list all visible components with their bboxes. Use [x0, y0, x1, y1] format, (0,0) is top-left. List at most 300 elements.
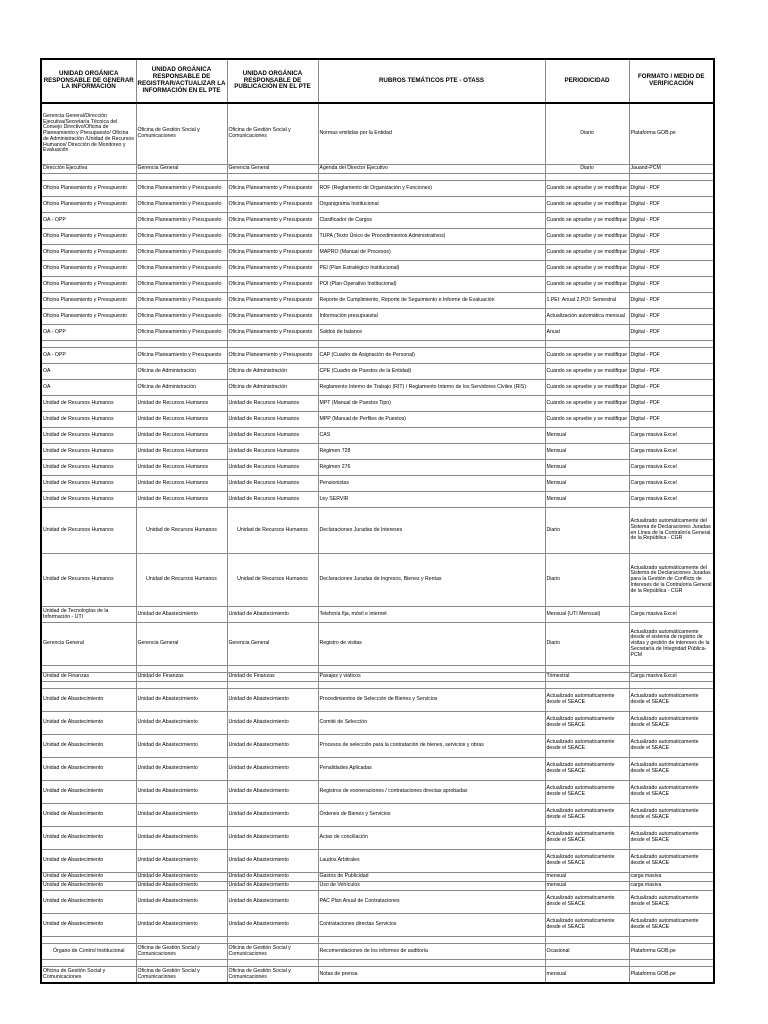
registering-unit-cell: Oficina Planeamiento y Presupuesto — [136, 277, 227, 293]
format-cell: carga masiva — [629, 873, 714, 882]
thematic-item-cell: Actas de conciliación — [318, 827, 545, 850]
thematic-item-cell: CAP (Cuadro de Asignación de Personal) — [318, 348, 545, 364]
publishing-unit-cell: Unidad de Recursos Humanos — [227, 554, 318, 607]
table-body — [41, 59, 714, 983]
table-row — [41, 396, 714, 412]
publishing-unit-cell: Unidad de Recursos Humanos — [227, 508, 318, 554]
spacer-cell — [629, 682, 714, 689]
table-row — [41, 444, 714, 460]
table-row — [41, 689, 714, 712]
spacer-cell — [227, 666, 318, 673]
thematic-item-cell: Pasajes y viáticos — [318, 673, 545, 682]
registering-unit-cell: Unidad de Recursos Humanos — [136, 508, 227, 554]
table-row — [41, 277, 714, 293]
periodicity-cell: Actualizado automaticamente desde el SEACE — [545, 827, 629, 850]
format-cell: Plataforma GOB.pe — [629, 103, 714, 165]
table-row — [41, 325, 714, 341]
periodicity-cell: Cuando se apruebe y se modifique — [545, 348, 629, 364]
registering-unit-cell: Unidad de Abastecimiento — [136, 850, 227, 873]
header-thematic-items: RUBROS TEMÁTICOS PTE - OTASS — [318, 59, 545, 103]
generating-unit-cell: Unidad de Abastecimiento — [41, 735, 136, 758]
publishing-unit-cell: Unidad de Abastecimiento — [227, 712, 318, 735]
generating-unit-cell: Unidad de Abastecimiento — [41, 758, 136, 781]
periodicity-cell: Diario — [545, 623, 629, 666]
generating-unit-cell: Oficina de Gestión Social y Comunicaciones — [41, 967, 136, 984]
table-row — [41, 245, 714, 261]
table-row — [41, 673, 714, 682]
periodicity-cell: Cuando se apruebe y se modifique — [545, 396, 629, 412]
spacer-cell — [545, 682, 629, 689]
generating-unit-cell: OA — [41, 380, 136, 396]
thematic-item-cell: Órdenes de Bienes y Servicios — [318, 804, 545, 827]
table-row — [41, 293, 714, 309]
format-cell: Digital - PDF — [629, 412, 714, 428]
table-row — [41, 460, 714, 476]
publishing-unit-cell: Unidad de Abastecimiento — [227, 873, 318, 882]
thematic-item-cell: CAS — [318, 428, 545, 444]
thematic-item-cell: Agenda del Director Ejecutivo — [318, 165, 545, 174]
periodicity-cell: 1.PEI: Anual 2.POI: Semestral — [545, 293, 629, 309]
generating-unit-cell: Oficina Planeamiento y Presupuesto — [41, 309, 136, 325]
thematic-item-cell: POI (Plan Operativo Institucional) — [318, 277, 545, 293]
spacer-row — [41, 666, 714, 673]
spacer-cell — [545, 666, 629, 673]
publishing-unit-cell: Unidad de Recursos Humanos — [227, 428, 318, 444]
thematic-item-cell: Laudos Arbitrales — [318, 850, 545, 873]
periodicity-cell: Cuando se apruebe y se modifique — [545, 197, 629, 213]
spacer-cell — [545, 174, 629, 181]
publishing-unit-cell: Oficina Planeamiento y Presupuesto — [227, 213, 318, 229]
table-row — [41, 181, 714, 197]
spacer-cell — [545, 960, 629, 967]
registering-unit-cell: Unidad de Abastecimiento — [136, 891, 227, 914]
registering-unit-cell: Unidad de Abastecimiento — [136, 607, 227, 623]
spacer-cell — [318, 960, 545, 967]
publishing-unit-cell: Oficina Planeamiento y Presupuesto — [227, 277, 318, 293]
format-cell: Digital - PDF — [629, 309, 714, 325]
format-cell: Carga masiva Excel — [629, 607, 714, 623]
periodicity-cell: Actualizado automaticamente desde el SEACE — [545, 781, 629, 804]
table-row — [41, 781, 714, 804]
registering-unit-cell: Unidad de Recursos Humanos — [136, 412, 227, 428]
format-cell: Actualizado automáticamente del Sistema de Declaraciones Juradas para la Gestión de Conflicto de Intereses de la Contraloría General de la República - CGR — [629, 554, 714, 607]
format-cell: Actualizado automaticamente desde el SEACE — [629, 891, 714, 914]
format-cell: Digital - PDF — [629, 396, 714, 412]
publishing-unit-cell: Gerencia General — [227, 623, 318, 666]
format-cell: Digital - PDF — [629, 261, 714, 277]
table-row — [41, 309, 714, 325]
table-row — [41, 554, 714, 607]
generating-unit-cell: Unidad de Abastecimiento — [41, 873, 136, 882]
publishing-unit-cell: Unidad de Abastecimiento — [227, 804, 318, 827]
generating-unit-cell: Unidad de Abastecimiento — [41, 827, 136, 850]
generating-unit-cell: OA — [41, 364, 136, 380]
periodicity-cell: Diario — [545, 165, 629, 174]
table-row — [41, 873, 714, 882]
generating-unit-cell: Oficina Planeamiento y Presupuesto — [41, 277, 136, 293]
spacer-cell — [227, 682, 318, 689]
publishing-unit-cell: Unidad de Abastecimiento — [227, 914, 318, 937]
thematic-item-cell: Penalidades Aplicadas — [318, 758, 545, 781]
publishing-unit-cell: Oficina de Gestión Social y Comunicaciones — [227, 944, 318, 960]
periodicity-cell: Mensual — [545, 492, 629, 508]
spacer-cell — [318, 682, 545, 689]
generating-unit-cell: Gerencia General — [41, 623, 136, 666]
publishing-unit-cell: Unidad de Finanzas — [227, 673, 318, 682]
registering-unit-cell: Unidad de Recursos Humanos — [136, 492, 227, 508]
header-format: FORMATO / MEDIO DE VERIFICACIÓN — [629, 59, 714, 103]
registering-unit-cell: Oficina de Gestión Social y Comunicaciones — [136, 103, 227, 165]
table-row — [41, 712, 714, 735]
thematic-item-cell: Pensionistas — [318, 476, 545, 492]
registering-unit-cell: Oficina Planeamiento y Presupuesto — [136, 325, 227, 341]
registering-unit-cell: Gerencia General — [136, 623, 227, 666]
table-row — [41, 891, 714, 914]
publishing-unit-cell: Oficina Planeamiento y Presupuesto — [227, 197, 318, 213]
spacer-cell — [41, 960, 136, 967]
publishing-unit-cell: Unidad de Abastecimiento — [227, 689, 318, 712]
table-row — [41, 607, 714, 623]
publishing-unit-cell: Unidad de Abastecimiento — [227, 758, 318, 781]
generating-unit-cell: Unidad de Abastecimiento — [41, 689, 136, 712]
periodicity-cell: Mensual — [545, 428, 629, 444]
format-cell: Carga masiva Excel — [629, 492, 714, 508]
thematic-item-cell: MPP (Manual de Perfiles de Puestos) — [318, 412, 545, 428]
periodicity-cell: Cuando se apruebe y se modifique — [545, 380, 629, 396]
table-row — [41, 623, 714, 666]
thematic-item-cell: Régimen 728 — [318, 444, 545, 460]
format-cell: Carga masiva Excel — [629, 444, 714, 460]
thematic-item-cell: Ley SERVIR — [318, 492, 545, 508]
registering-unit-cell: Oficina Planeamiento y Presupuesto — [136, 293, 227, 309]
periodicity-cell: Cuando se apruebe y se modifique — [545, 364, 629, 380]
registering-unit-cell: Gerencia General — [136, 165, 227, 174]
periodicity-cell: Cuando se apruebe y se modifique — [545, 261, 629, 277]
registering-unit-cell: Unidad de Recursos Humanos — [136, 476, 227, 492]
generating-unit-cell: Unidad de Tecnologías de la Información - UTI — [41, 607, 136, 623]
spacer-cell — [629, 341, 714, 348]
publishing-unit-cell: Unidad de Recursos Humanos — [227, 476, 318, 492]
publishing-unit-cell: Oficina Planeamiento y Presupuesto — [227, 261, 318, 277]
thematic-item-cell: Telefonía fija, móvil e internet — [318, 607, 545, 623]
registering-unit-cell: Unidad de Abastecimiento — [136, 758, 227, 781]
spacer-row — [41, 174, 714, 181]
format-cell: Digital - PDF — [629, 213, 714, 229]
spacer-row — [41, 960, 714, 967]
registering-unit-cell: Unidad de Recursos Humanos — [136, 396, 227, 412]
thematic-item-cell: Uso de Vehículos — [318, 882, 545, 891]
registering-unit-cell: Unidad de Abastecimiento — [136, 712, 227, 735]
table-row — [41, 364, 714, 380]
registering-unit-cell: Oficina de Gestión Social y Comunicaciones — [136, 967, 227, 984]
header-registering-unit: UNIDAD ORGÁNICA RESPONSABLE DE REGISTRAR/ACTUALIZAR LA INFORMACIÓN EN EL PTE — [136, 59, 227, 103]
registering-unit-cell: Unidad de Recursos Humanos — [136, 460, 227, 476]
publishing-unit-cell: Oficina Planeamiento y Presupuesto — [227, 348, 318, 364]
table-row — [41, 914, 714, 937]
periodicity-cell: Actualizado automaticamente desde el SEACE — [545, 735, 629, 758]
table-row — [41, 213, 714, 229]
periodicity-cell: Actualizado automaticamente desde el SEACE — [545, 689, 629, 712]
generating-unit-cell: Unidad de Abastecimiento — [41, 781, 136, 804]
periodicity-cell: mensual — [545, 873, 629, 882]
periodicity-cell: Cuando se apruebe y se modifique — [545, 277, 629, 293]
table-row — [41, 804, 714, 827]
publishing-unit-cell: Oficina de Gestión Social y Comunicaciones — [227, 103, 318, 165]
thematic-item-cell: Gastos de Publicidad — [318, 873, 545, 882]
table-row — [41, 476, 714, 492]
periodicity-cell: Cuando se apruebe y se modifique — [545, 245, 629, 261]
periodicity-cell: Cuando se apruebe y se modifique — [545, 213, 629, 229]
table-row — [41, 197, 714, 213]
registering-unit-cell: Unidad de Recursos Humanos — [136, 554, 227, 607]
generating-unit-cell: Unidad de Recursos Humanos — [41, 396, 136, 412]
generating-unit-cell: Unidad de Abastecimiento — [41, 891, 136, 914]
publishing-unit-cell: Oficina de Administración — [227, 380, 318, 396]
registering-unit-cell: Oficina Planeamiento y Presupuesto — [136, 348, 227, 364]
thematic-item-cell: Registro de visitas — [318, 623, 545, 666]
table-row — [41, 103, 714, 165]
format-cell: Carga masiva Excel — [629, 428, 714, 444]
thematic-item-cell: Registros de exoneraciones / contrataciones directas aprobadas — [318, 781, 545, 804]
periodicity-cell: Cuando se apruebe y se modifique — [545, 229, 629, 245]
periodicity-cell: Actualizado automaticamente desde el SEACE — [545, 758, 629, 781]
publishing-unit-cell: Unidad de Recursos Humanos — [227, 492, 318, 508]
registering-unit-cell: Unidad de Abastecimiento — [136, 914, 227, 937]
generating-unit-cell: Unidad de Recursos Humanos — [41, 476, 136, 492]
format-cell: Digital - PDF — [629, 364, 714, 380]
format-cell: Digital - PDF — [629, 293, 714, 309]
format-cell: Digital - PDF — [629, 229, 714, 245]
thematic-item-cell: Declaraciones Juradas de Intereses — [318, 508, 545, 554]
periodicity-cell: Mensual — [545, 460, 629, 476]
publishing-unit-cell: Unidad de Abastecimiento — [227, 827, 318, 850]
spacer-cell — [136, 682, 227, 689]
periodicity-cell: Ocasional — [545, 944, 629, 960]
spacer-cell — [318, 666, 545, 673]
format-cell: Plataforma GOB.pe — [629, 967, 714, 984]
generating-unit-cell: OA - OPP — [41, 325, 136, 341]
spacer-cell — [136, 937, 227, 944]
publishing-unit-cell: Oficina Planeamiento y Presupuesto — [227, 181, 318, 197]
spacer-cell — [318, 937, 545, 944]
generating-unit-cell: Unidad de Recursos Humanos — [41, 444, 136, 460]
thematic-item-cell: MPT (Manual de Puestos Tipo) — [318, 396, 545, 412]
publishing-unit-cell: Oficina Planeamiento y Presupuesto — [227, 309, 318, 325]
periodicity-cell: Cuando se apruebe y se modifique — [545, 412, 629, 428]
generating-unit-cell: Unidad de Abastecimiento — [41, 850, 136, 873]
generating-unit-cell: Oficina Planeamiento y Presupuesto — [41, 261, 136, 277]
generating-unit-cell: Oficina Planeamiento y Presupuesto — [41, 293, 136, 309]
header-periodicity: PERIODICIDAD — [545, 59, 629, 103]
thematic-item-cell: Reglamento Interno de Trabajo (RIT) / Reglamento Interno de los Servidores Civiles (RIS) — [318, 380, 545, 396]
thematic-item-cell: MAPRO (Manual de Procesos) — [318, 245, 545, 261]
thematic-item-cell: Reporte de Cumplimiento, Reporte de Seguimiento e Informe de Evaluación — [318, 293, 545, 309]
thematic-item-cell: Información presupuestal — [318, 309, 545, 325]
periodicity-cell: mensual — [545, 882, 629, 891]
format-cell: Actualizado automaticamente desde el SEACE — [629, 804, 714, 827]
thematic-item-cell: TUPA (Texto Único de Procedimientos Administrativos) — [318, 229, 545, 245]
spacer-cell — [629, 666, 714, 673]
publishing-unit-cell: Oficina de Gestión Social y Comunicaciones — [227, 967, 318, 984]
format-cell: Actualizado automaticamente desde el SEACE — [629, 827, 714, 850]
format-cell: Carga masiva Excel — [629, 476, 714, 492]
spacer-cell — [318, 174, 545, 181]
format-cell: Actualizado automáticamente del Sistema de Declaraciones Juradas en Línea de la Contraloría General de la República - CGR — [629, 508, 714, 554]
periodicity-cell: mensual — [545, 967, 629, 984]
spacer-cell — [545, 937, 629, 944]
registering-unit-cell: Oficina Planeamiento y Presupuesto — [136, 181, 227, 197]
periodicity-cell: Trimestral — [545, 673, 629, 682]
periodicity-cell: Actualizado automaticamente desde el SEACE — [545, 712, 629, 735]
thematic-item-cell: Organigrama Institucional — [318, 197, 545, 213]
spacer-cell — [136, 666, 227, 673]
spacer-cell — [545, 341, 629, 348]
periodicity-cell: Actualizado automaticamente desde el SEACE — [545, 914, 629, 937]
spacer-row — [41, 341, 714, 348]
table-row — [41, 229, 714, 245]
format-cell: Plataforma GOB.pe — [629, 944, 714, 960]
publishing-unit-cell: Unidad de Abastecimiento — [227, 735, 318, 758]
publishing-unit-cell: Oficina de Administración — [227, 364, 318, 380]
generating-unit-cell: OA - OPP — [41, 348, 136, 364]
format-cell: Actualizado automaticamente desde el SEACE — [629, 689, 714, 712]
registering-unit-cell: Unidad de Recursos Humanos — [136, 428, 227, 444]
periodicity-cell: Diario — [545, 554, 629, 607]
periodicity-cell: Actualizado automaticamente desde el SEACE — [545, 850, 629, 873]
thematic-item-cell: Comité de Selección — [318, 712, 545, 735]
format-cell: Carga masiva Excel — [629, 460, 714, 476]
generating-unit-cell: Oficina Planeamiento y Presupuesto — [41, 229, 136, 245]
format-cell: Digital - PDF — [629, 380, 714, 396]
format-cell: Actualizado automaticamente desde el SEACE — [629, 914, 714, 937]
generating-unit-cell: Unidad de Abastecimiento — [41, 882, 136, 891]
periodicity-cell: Anual — [545, 325, 629, 341]
table-row — [41, 882, 714, 891]
spacer-cell — [227, 174, 318, 181]
spacer-cell — [629, 937, 714, 944]
registering-unit-cell: Oficina de Gestión Social y Comunicaciones — [136, 944, 227, 960]
format-cell: Digital - PDF — [629, 277, 714, 293]
periodicity-cell: Diario — [545, 508, 629, 554]
publishing-unit-cell: Gerencia General — [227, 165, 318, 174]
spacer-cell — [41, 341, 136, 348]
table-row — [41, 944, 714, 960]
transparency-table — [40, 58, 715, 984]
table-row — [41, 165, 714, 174]
periodicity-cell: Actualizado automaticamente desde el SEACE — [545, 891, 629, 914]
periodicity-cell: Mensual (UTI Mensual) — [545, 607, 629, 623]
registering-unit-cell: Oficina Planeamiento y Presupuesto — [136, 261, 227, 277]
thematic-item-cell: Recomendaciones de los informes de auditoría — [318, 944, 545, 960]
registering-unit-cell: Oficina Planeamiento y Presupuesto — [136, 229, 227, 245]
publishing-unit-cell: Unidad de Abastecimiento — [227, 882, 318, 891]
thematic-item-cell: Procesos de selección para la contratación de bienes, servicios y obras — [318, 735, 545, 758]
periodicity-cell: Mensual — [545, 476, 629, 492]
publishing-unit-cell: Unidad de Recursos Humanos — [227, 396, 318, 412]
generating-unit-cell: Unidad de Abastecimiento — [41, 712, 136, 735]
thematic-item-cell: PAC Plan Anual de Contrataciones — [318, 891, 545, 914]
format-cell: Actualizado automaticamente desde el SEACE — [629, 712, 714, 735]
format-cell: Carga masiva Excel — [629, 673, 714, 682]
thematic-item-cell: ROF (Reglamento de Organización y Funciones) — [318, 181, 545, 197]
spacer-cell — [41, 666, 136, 673]
publishing-unit-cell: Unidad de Abastecimiento — [227, 781, 318, 804]
header-publishing-unit: UNIDAD ORGÁNICA RESPONSABLE DE PUBLICACIÓN EN EL PTE — [227, 59, 318, 103]
generating-unit-cell: Unidad de Recursos Humanos — [41, 460, 136, 476]
format-cell: Actualizado automaticamente desde el SEACE — [629, 781, 714, 804]
publishing-unit-cell: Oficina Planeamiento y Presupuesto — [227, 245, 318, 261]
format-cell: Actualizado automaticamente desde el SEACE — [629, 850, 714, 873]
registering-unit-cell: Unidad de Abastecimiento — [136, 781, 227, 804]
registering-unit-cell: Oficina Planeamiento y Presupuesto — [136, 213, 227, 229]
registering-unit-cell: Oficina Planeamiento y Presupuesto — [136, 245, 227, 261]
generating-unit-cell: Oficina Planeamiento y Presupuesto — [41, 181, 136, 197]
table-row — [41, 967, 714, 984]
publishing-unit-cell: Oficina Planeamiento y Presupuesto — [227, 229, 318, 245]
generating-unit-cell: Oficina Planeamiento y Presupuesto — [41, 245, 136, 261]
publishing-unit-cell: Unidad de Abastecimiento — [227, 607, 318, 623]
registering-unit-cell: Oficina de Administración — [136, 380, 227, 396]
table-row — [41, 412, 714, 428]
publishing-unit-cell: Oficina Planeamiento y Presupuesto — [227, 325, 318, 341]
table-row — [41, 508, 714, 554]
registering-unit-cell: Unidad de Finanzas — [136, 673, 227, 682]
table-row — [41, 827, 714, 850]
generating-unit-cell: Unidad de Recursos Humanos — [41, 428, 136, 444]
table-header-row — [41, 59, 714, 103]
registering-unit-cell: Unidad de Abastecimiento — [136, 827, 227, 850]
periodicity-cell: Actualizado automaticamente desde el SEACE — [545, 804, 629, 827]
publishing-unit-cell: Unidad de Recursos Humanos — [227, 412, 318, 428]
registering-unit-cell: Unidad de Abastecimiento — [136, 882, 227, 891]
registering-unit-cell: Unidad de Abastecimiento — [136, 735, 227, 758]
generating-unit-cell: Unidad de Recursos Humanos — [41, 508, 136, 554]
spacer-cell — [227, 341, 318, 348]
format-cell: Digital - PDF — [629, 348, 714, 364]
thematic-item-cell: Normas emitidas por la Entidad — [318, 103, 545, 165]
periodicity-cell: Mensual — [545, 444, 629, 460]
publishing-unit-cell: Unidad de Abastecimiento — [227, 891, 318, 914]
generating-unit-cell: Unidad de Recursos Humanos — [41, 554, 136, 607]
format-cell: Digital - PDF — [629, 197, 714, 213]
registering-unit-cell: Oficina de Administración — [136, 364, 227, 380]
generating-unit-cell: Gerencia General/Dirección Ejecutiva/Secretaría Técnica del Consejo Directivo/Oficina de Planeamiento y Presupuesto/ Oficina de Administración /Unidad de Recursos Humanos/ Dirección de Monitoreo y Evaluación — [41, 103, 136, 165]
generating-unit-cell: OA - OPP — [41, 213, 136, 229]
table-row — [41, 428, 714, 444]
publishing-unit-cell: Unidad de Recursos Humanos — [227, 444, 318, 460]
spacer-cell — [136, 341, 227, 348]
thematic-item-cell: Saldos de balance — [318, 325, 545, 341]
thematic-item-cell: PEI (Plan Estratégico Institucional) — [318, 261, 545, 277]
periodicity-cell: Diario — [545, 103, 629, 165]
thematic-item-cell: Declaraciones Juradas de Ingresos, Bienes y Rentas — [318, 554, 545, 607]
generating-unit-cell: Dirección Ejecutiva — [41, 165, 136, 174]
spacer-cell — [629, 174, 714, 181]
periodicity-cell: Cuando se apruebe y se modifique — [545, 181, 629, 197]
spacer-row — [41, 682, 714, 689]
format-cell: Actualizado automaticamente desde el SEACE — [629, 735, 714, 758]
format-cell: Digital - PDF — [629, 245, 714, 261]
format-cell: Actualizado automaticamente desde el SEACE — [629, 758, 714, 781]
format-cell: Digital - PDF — [629, 181, 714, 197]
generating-unit-cell: Unidad de Abastecimiento — [41, 914, 136, 937]
spacer-cell — [41, 937, 136, 944]
generating-unit-cell: Órgano de Control Institucional — [41, 944, 136, 960]
spacer-cell — [136, 174, 227, 181]
publishing-unit-cell: Unidad de Recursos Humanos — [227, 460, 318, 476]
registering-unit-cell: Unidad de Abastecimiento — [136, 804, 227, 827]
thematic-item-cell: Clasificador de Cargos — [318, 213, 545, 229]
